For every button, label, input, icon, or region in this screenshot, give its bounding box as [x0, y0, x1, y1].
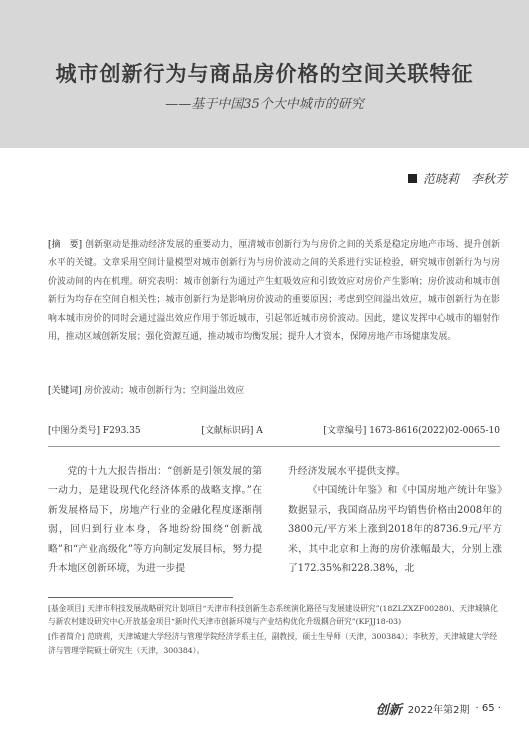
- section-divider: [48, 446, 500, 447]
- classification-line: [48, 423, 500, 436]
- clc-number: [中图分类号] F293.35: [48, 426, 141, 436]
- paper-title: 城市创新行为与商品房价格的空间关联特征: [55, 62, 474, 86]
- author-names: 范晓莉 李秋芳: [422, 172, 507, 186]
- keywords-text: 房价波动；城市创新行为；空间溢出效应: [84, 386, 245, 396]
- body-paragraph: 升经济发展水平提供支撑。: [288, 466, 406, 477]
- author-bio-note: [作者简介] 范晓莉，天津城建大学经济与管理学院经济学系主任，副教授，硕士生导师（天津，300384）；李秋芳，天津城建大学经济与管理学院硕士研究生（天津，300384）。: [48, 632, 498, 655]
- body-paragraph: 《中国统计年鉴》和《中国房地产统计年鉴》数据显示，我国商品房平均销售价格由2008年的3800元/平方米上涨到2018年的8736.9元/平方米，其中北京和上海的房价涨幅最大，分别上涨了172.35%和228.38%，北: [288, 485, 502, 575]
- body-column-left: 党的十九大报告指出：“创新是引领发展的第一动力，是建设现代化经济体系的战略支撑。”在新发展格局下，房地产行业的金融化程度逐渐削弱，回归到行业本身，各地纷纷围绕“创新战略”和“产业高级化”等方向制定发展目标，努力提升本地区创新环境，为进一步提: [48, 466, 262, 575]
- abstract: [48, 236, 500, 346]
- fund-note: [基金项目] 天津市科技发展战略研究计划项目“天津市科技创新生态系统演化路径与发展建设研究”(18ZLZXZF00280)、天津城镇化与新农村建设研究中心开放基金项目“新时代天津市创新环境与产业结构优化升级耦合研究”(KFJJ18-03): [48, 604, 498, 627]
- article-number: [文章编号] 1673-8616(2022)02-0065-10: [323, 426, 500, 436]
- paper-subtitle: ——基于中国35个大中城市的研究: [165, 97, 364, 112]
- author-line: [408, 170, 507, 187]
- keywords: [48, 382, 500, 400]
- page-footer: [376, 699, 501, 718]
- footnote-rule: [48, 597, 233, 598]
- body-column-right: [288, 462, 502, 578]
- square-bullet-icon: [408, 174, 417, 183]
- abstract-label: [摘 要]: [48, 240, 83, 250]
- document-code: [文献标识码] A: [201, 426, 263, 436]
- journal-name: 创新: [375, 703, 402, 718]
- page-number: · 65 ·: [475, 703, 501, 714]
- abstract-text: 创新驱动是推动经济发展的重要动力，厘清城市创新行为与房价之间的关系是稳定房地产市场、提升创新水平的关键。文章采用空间计量模型对城市创新行为与房价波动之间的关系进行实证检验，研究城市创新行为与房价波动间的内在机理。研究表明：城市创新行为通过产生虹吸效应和引致效应对房价产生影响；房价波动和城市创新行为均存在空间自相关性；城市创新行为是影响房价波动的重要原因；考虑到空间溢出效应，城市创新行为在影响本城市房价的同时会通过溢出效应作用于邻近城市，引起邻近城市房价波动。因此，建议发挥中心城市的辐射作用，推动区域创新发展；强化资源互通，推动城市均衡发展；提升人才资本，保障房地产市场健康发展。: [48, 240, 500, 343]
- issue-label: 2022年第2期: [407, 705, 470, 716]
- keywords-label: [关键词]: [48, 386, 82, 396]
- footnotes: [48, 602, 502, 659]
